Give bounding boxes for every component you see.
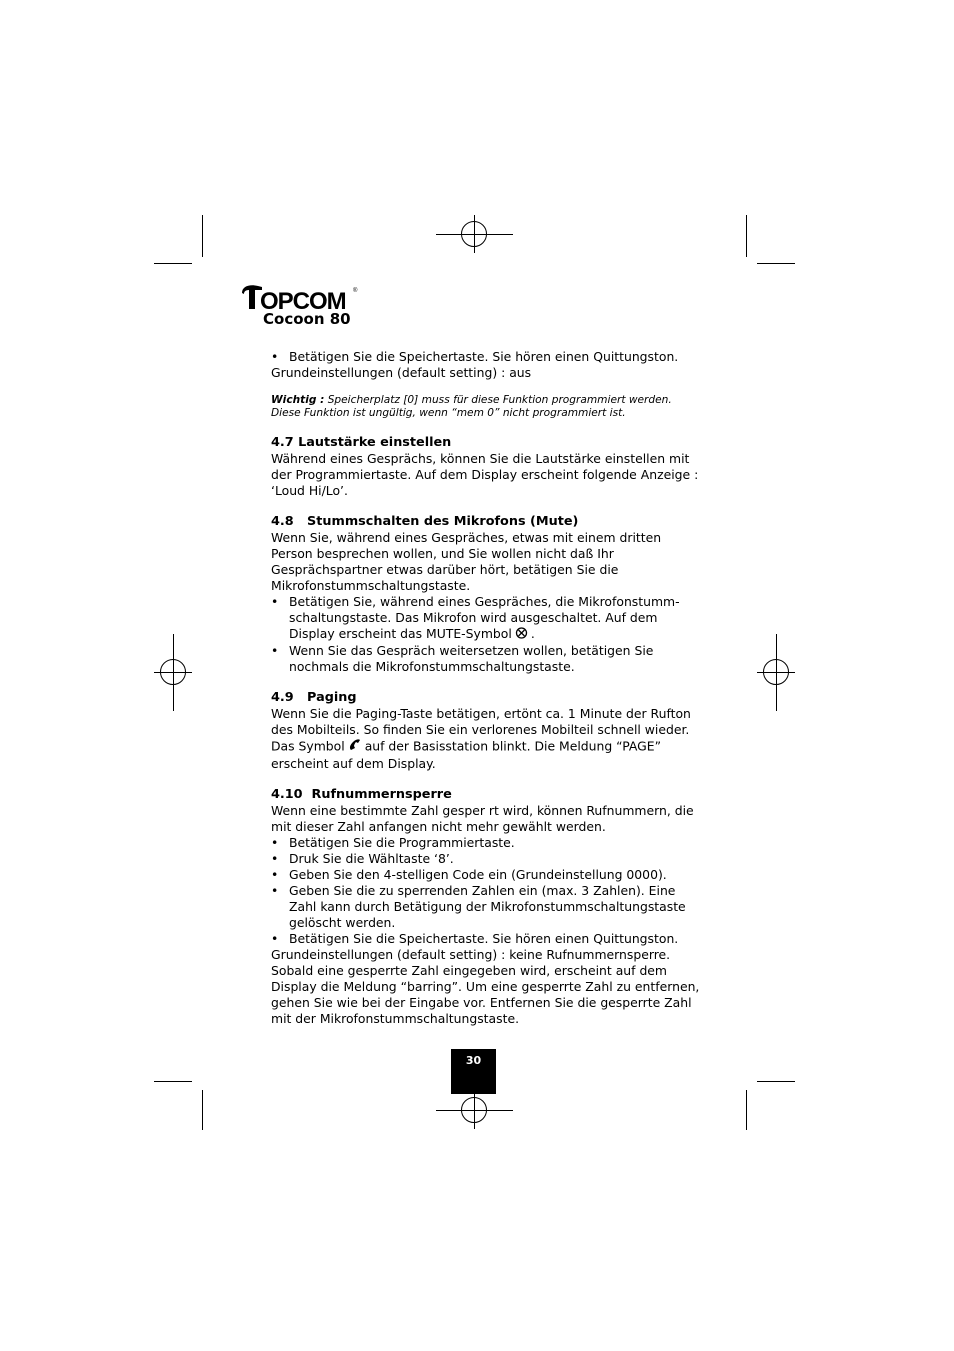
crop-mark [746, 1090, 747, 1130]
mute-icon [515, 627, 528, 643]
crop-mark [746, 215, 747, 257]
crop-mark [202, 1090, 203, 1130]
crop-mark [757, 1081, 795, 1082]
list-item: • Wenn Sie das Gespräch weitersetzen wollen, betätigen Sie nochmals die Mikrofonstummschaltungstaste. [271, 643, 701, 675]
note-text: Speicherplatz [0] muss für diese Funktion programmiert werden. Diese Funktion ist ungültig, wenn “mem 0” nicht programmiert ist. [271, 394, 672, 419]
page-number: 30 [451, 1049, 496, 1094]
paragraph-text: auf der Basisstation blinkt. Die Meldung “PAGE” erscheint auf dem Display. [271, 738, 661, 771]
section-heading-4-7: 4.7 Lautstärke einstellen [271, 435, 452, 450]
list-item: • Geben Sie den 4-stelligen Code ein (Grundeinstellung 0000). [271, 867, 701, 883]
list-item: • Betätigen Sie die Speichertaste. Sie hören einen Quittungston. [271, 349, 701, 365]
crop-mark [202, 215, 203, 257]
crop-mark [757, 263, 795, 264]
section-heading-4-9: 4.9 Paging [271, 689, 357, 705]
default-setting: Grundeinstellungen (default setting) : aus [271, 365, 532, 380]
important-note [271, 394, 701, 420]
list-item: • Betätigen Sie die Programmiertaste. [271, 835, 701, 851]
paragraph: Sobald eine gesperrte Zahl eingegeben wird, erscheint auf dem Display die Meldung “barring”. Um eine gesperrte Zahl zu entfernen, gehen Sie wie bei der Eingabe vor. Entfernen Sie die gesperrte Zahl mit der Mikrofonstummschaltungstaste. [271, 962, 700, 1026]
crop-mark [154, 263, 192, 264]
section-heading-4-10: 4.10 Rufnummernsperre [271, 786, 452, 802]
note-label: Wichtig : [271, 394, 325, 406]
paragraph [271, 706, 701, 772]
paragraph: Während eines Gesprächs, können Sie die Lautstärke einstellen mit der Programmiertaste. Auf dem Display erscheint folgende Anzeige : ‘Loud Hi/Lo’. [271, 451, 699, 498]
list-item-text: Betätigen Sie, während eines Gespräches, die Mikrofonstumm-schaltungstaste. Das Mikrofon wird ausgeschaltet. Auf dem Display erscheint das MUTE-Symbol [289, 594, 680, 641]
paragraph-text: Wenn Sie die Paging-Taste betätigen, ertönt ca. 1 Minute der Rufton des Mobilteils. So finden Sie ein verlorenes Mobilteil schnell wieder. Das Symbol [271, 705, 691, 753]
list-item-text-end: . [530, 626, 535, 641]
svg-text:OPCOM: OPCOM [260, 288, 346, 311]
list-item: • Betätigen Sie die Speichertaste. Sie hören einen Quittungston. [271, 931, 701, 947]
model-name: Cocoon 80 [263, 310, 351, 328]
section-heading-4-8: 4.8 Stummschalten des Mikrofons (Mute) [271, 514, 579, 529]
paragraph: Wenn Sie, während eines Gespräches, etwas mit einem dritten Person besprechen wollen, und Sie wollen nicht daß Ihr Gesprächspartner etwas darüber hört, betätigen Sie die Mikrofonstummschaltungstaste. [271, 530, 662, 593]
svg-text:®: ® [353, 288, 358, 294]
page-content [271, 349, 701, 1027]
list-item [271, 594, 701, 643]
crop-mark [154, 1081, 192, 1082]
paragraph: Wenn eine bestimmte Zahl gesper rt wird, können Rufnummern, die mit dieser Zahl anfangen nicht mehr gewählt werden. [271, 802, 694, 834]
list-item: • Geben Sie die zu sperrenden Zahlen ein (max. 3 Zahlen). Eine Zahl kann durch Betätigung der Mikrofonstummschaltungstaste gelöscht werden. [271, 883, 701, 931]
default-setting: Grundeinstellungen (default setting) : keine Rufnummernsperre. [271, 946, 671, 962]
list-item: • Druk Sie die Wähltaste ‘8’. [271, 851, 701, 867]
phone-handset-icon [348, 738, 362, 756]
